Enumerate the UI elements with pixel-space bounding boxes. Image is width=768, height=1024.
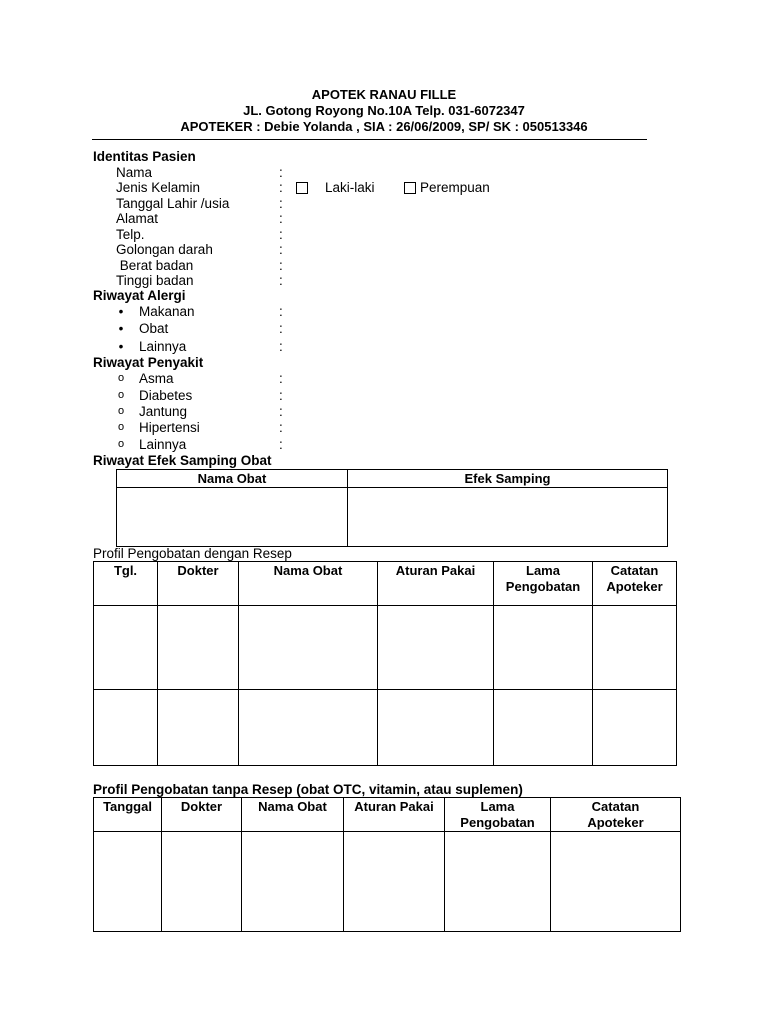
colon: : bbox=[279, 180, 283, 195]
table-cell[interactable] bbox=[348, 488, 668, 547]
alergi-item: Makanan bbox=[139, 304, 195, 319]
pharmacy-name: APOTEK RANAU FILLE bbox=[311, 87, 457, 102]
field-label-alamat: Alamat bbox=[116, 211, 159, 226]
alergi-item: Obat bbox=[139, 321, 169, 336]
penyakit-item: Hipertensi bbox=[139, 420, 200, 435]
table-cell[interactable] bbox=[344, 832, 445, 932]
section-alergi-title: Riwayat Alergi bbox=[93, 288, 186, 303]
penyakit-item: Asma bbox=[139, 371, 174, 386]
table-row bbox=[94, 690, 677, 766]
table-cell[interactable] bbox=[378, 690, 494, 766]
table-row bbox=[94, 832, 681, 932]
colon: : bbox=[279, 304, 283, 319]
field-label-jenis-kelamin: Jenis Kelamin bbox=[116, 180, 201, 195]
pharmacist-info: APOTEKER : Debie Yolanda , SIA : 26/06/2009, SP/ SK : 050513346 bbox=[180, 119, 588, 134]
field-label-nama: Nama bbox=[116, 165, 153, 180]
table-cell[interactable] bbox=[593, 606, 677, 690]
table-cell[interactable] bbox=[158, 606, 239, 690]
table-cell[interactable] bbox=[158, 690, 239, 766]
colon: : bbox=[279, 273, 283, 288]
pharmacy-address: JL. Gotong Royong No.10A Telp. 031-6072347 bbox=[243, 103, 525, 118]
checkbox-perempuan[interactable] bbox=[404, 182, 416, 194]
colon: : bbox=[279, 242, 283, 257]
checkbox-laki-laki[interactable] bbox=[296, 182, 308, 194]
header-nama-obat: Nama Obat bbox=[239, 562, 378, 606]
section-tanpa-resep-title: Profil Pengobatan tanpa Resep (obat OTC, vitamin, atau suplemen) bbox=[93, 782, 523, 797]
table-cell[interactable] bbox=[494, 606, 593, 690]
colon: : bbox=[279, 321, 283, 336]
tanpa-resep-table bbox=[93, 797, 681, 932]
bullet-icon: • bbox=[118, 321, 124, 336]
header-tanggal: Tanggal bbox=[94, 798, 162, 832]
section-identitas-title: Identitas Pasien bbox=[93, 149, 196, 164]
section-penyakit-title: Riwayat Penyakit bbox=[93, 355, 204, 370]
table-cell[interactable] bbox=[117, 488, 348, 547]
table-row bbox=[94, 606, 677, 690]
bullet-icon: • bbox=[118, 339, 124, 354]
colon: : bbox=[279, 258, 283, 273]
colon: : bbox=[279, 211, 283, 226]
table-cell[interactable] bbox=[593, 690, 677, 766]
section-resep-title: Profil Pengobatan dengan Resep bbox=[93, 546, 292, 561]
header-divider bbox=[92, 139, 647, 140]
bullet-icon: o bbox=[117, 389, 125, 401]
bullet-icon: o bbox=[117, 438, 125, 450]
header-catatan-apoteker: Catatan Apoteker bbox=[593, 562, 677, 606]
bullet-icon: o bbox=[117, 405, 125, 417]
table-cell[interactable] bbox=[94, 690, 158, 766]
penyakit-item: Diabetes bbox=[139, 388, 193, 403]
header-nama-obat: Nama Obat bbox=[117, 470, 348, 488]
colon: : bbox=[279, 196, 283, 211]
header-lama-pengobatan: Lama Pengobatan bbox=[494, 562, 593, 606]
field-label-tanggal-lahir: Tanggal Lahir /usia bbox=[116, 196, 230, 211]
efek-samping-table bbox=[116, 469, 668, 547]
table-cell[interactable] bbox=[94, 832, 162, 932]
penyakit-item: Jantung bbox=[139, 404, 188, 419]
label-laki-laki: Laki-laki bbox=[325, 180, 375, 195]
header-lama-pengobatan: Lama Pengobatan bbox=[445, 798, 551, 832]
bullet-icon: o bbox=[117, 372, 125, 384]
colon: : bbox=[279, 404, 283, 419]
colon: : bbox=[279, 165, 283, 180]
alergi-item: Lainnya bbox=[139, 339, 187, 354]
colon: : bbox=[279, 437, 283, 452]
header-catatan-apoteker: Catatan Apoteker bbox=[551, 798, 681, 832]
table-cell[interactable] bbox=[445, 832, 551, 932]
header-aturan-pakai: Aturan Pakai bbox=[344, 798, 445, 832]
colon: : bbox=[279, 339, 283, 354]
colon: : bbox=[279, 227, 283, 242]
colon: : bbox=[279, 420, 283, 435]
field-label-telp: Telp. bbox=[116, 227, 145, 242]
table-cell[interactable] bbox=[378, 606, 494, 690]
header-efek-samping: Efek Samping bbox=[348, 470, 668, 488]
table-cell[interactable] bbox=[239, 690, 378, 766]
header-nama-obat: Nama Obat bbox=[242, 798, 344, 832]
penyakit-item: Lainnya bbox=[139, 437, 187, 452]
colon: : bbox=[279, 388, 283, 403]
field-label-berat-badan: Berat badan bbox=[116, 258, 194, 273]
field-label-golongan-darah: Golongan darah bbox=[116, 242, 213, 257]
section-efek-title: Riwayat Efek Samping Obat bbox=[93, 453, 272, 468]
table-cell[interactable] bbox=[494, 690, 593, 766]
header-dokter: Dokter bbox=[162, 798, 242, 832]
header-tgl: Tgl. bbox=[94, 562, 158, 606]
label-perempuan: Perempuan bbox=[420, 180, 490, 195]
field-label-tinggi-badan: Tinggi badan bbox=[116, 273, 194, 288]
table-cell[interactable] bbox=[162, 832, 242, 932]
table-cell[interactable] bbox=[94, 606, 158, 690]
colon: : bbox=[279, 371, 283, 386]
table-cell[interactable] bbox=[239, 606, 378, 690]
table-cell[interactable] bbox=[242, 832, 344, 932]
header-aturan-pakai: Aturan Pakai bbox=[378, 562, 494, 606]
table-cell[interactable] bbox=[551, 832, 681, 932]
bullet-icon: • bbox=[118, 304, 124, 319]
resep-table bbox=[93, 561, 677, 766]
header-dokter: Dokter bbox=[158, 562, 239, 606]
bullet-icon: o bbox=[117, 421, 125, 433]
